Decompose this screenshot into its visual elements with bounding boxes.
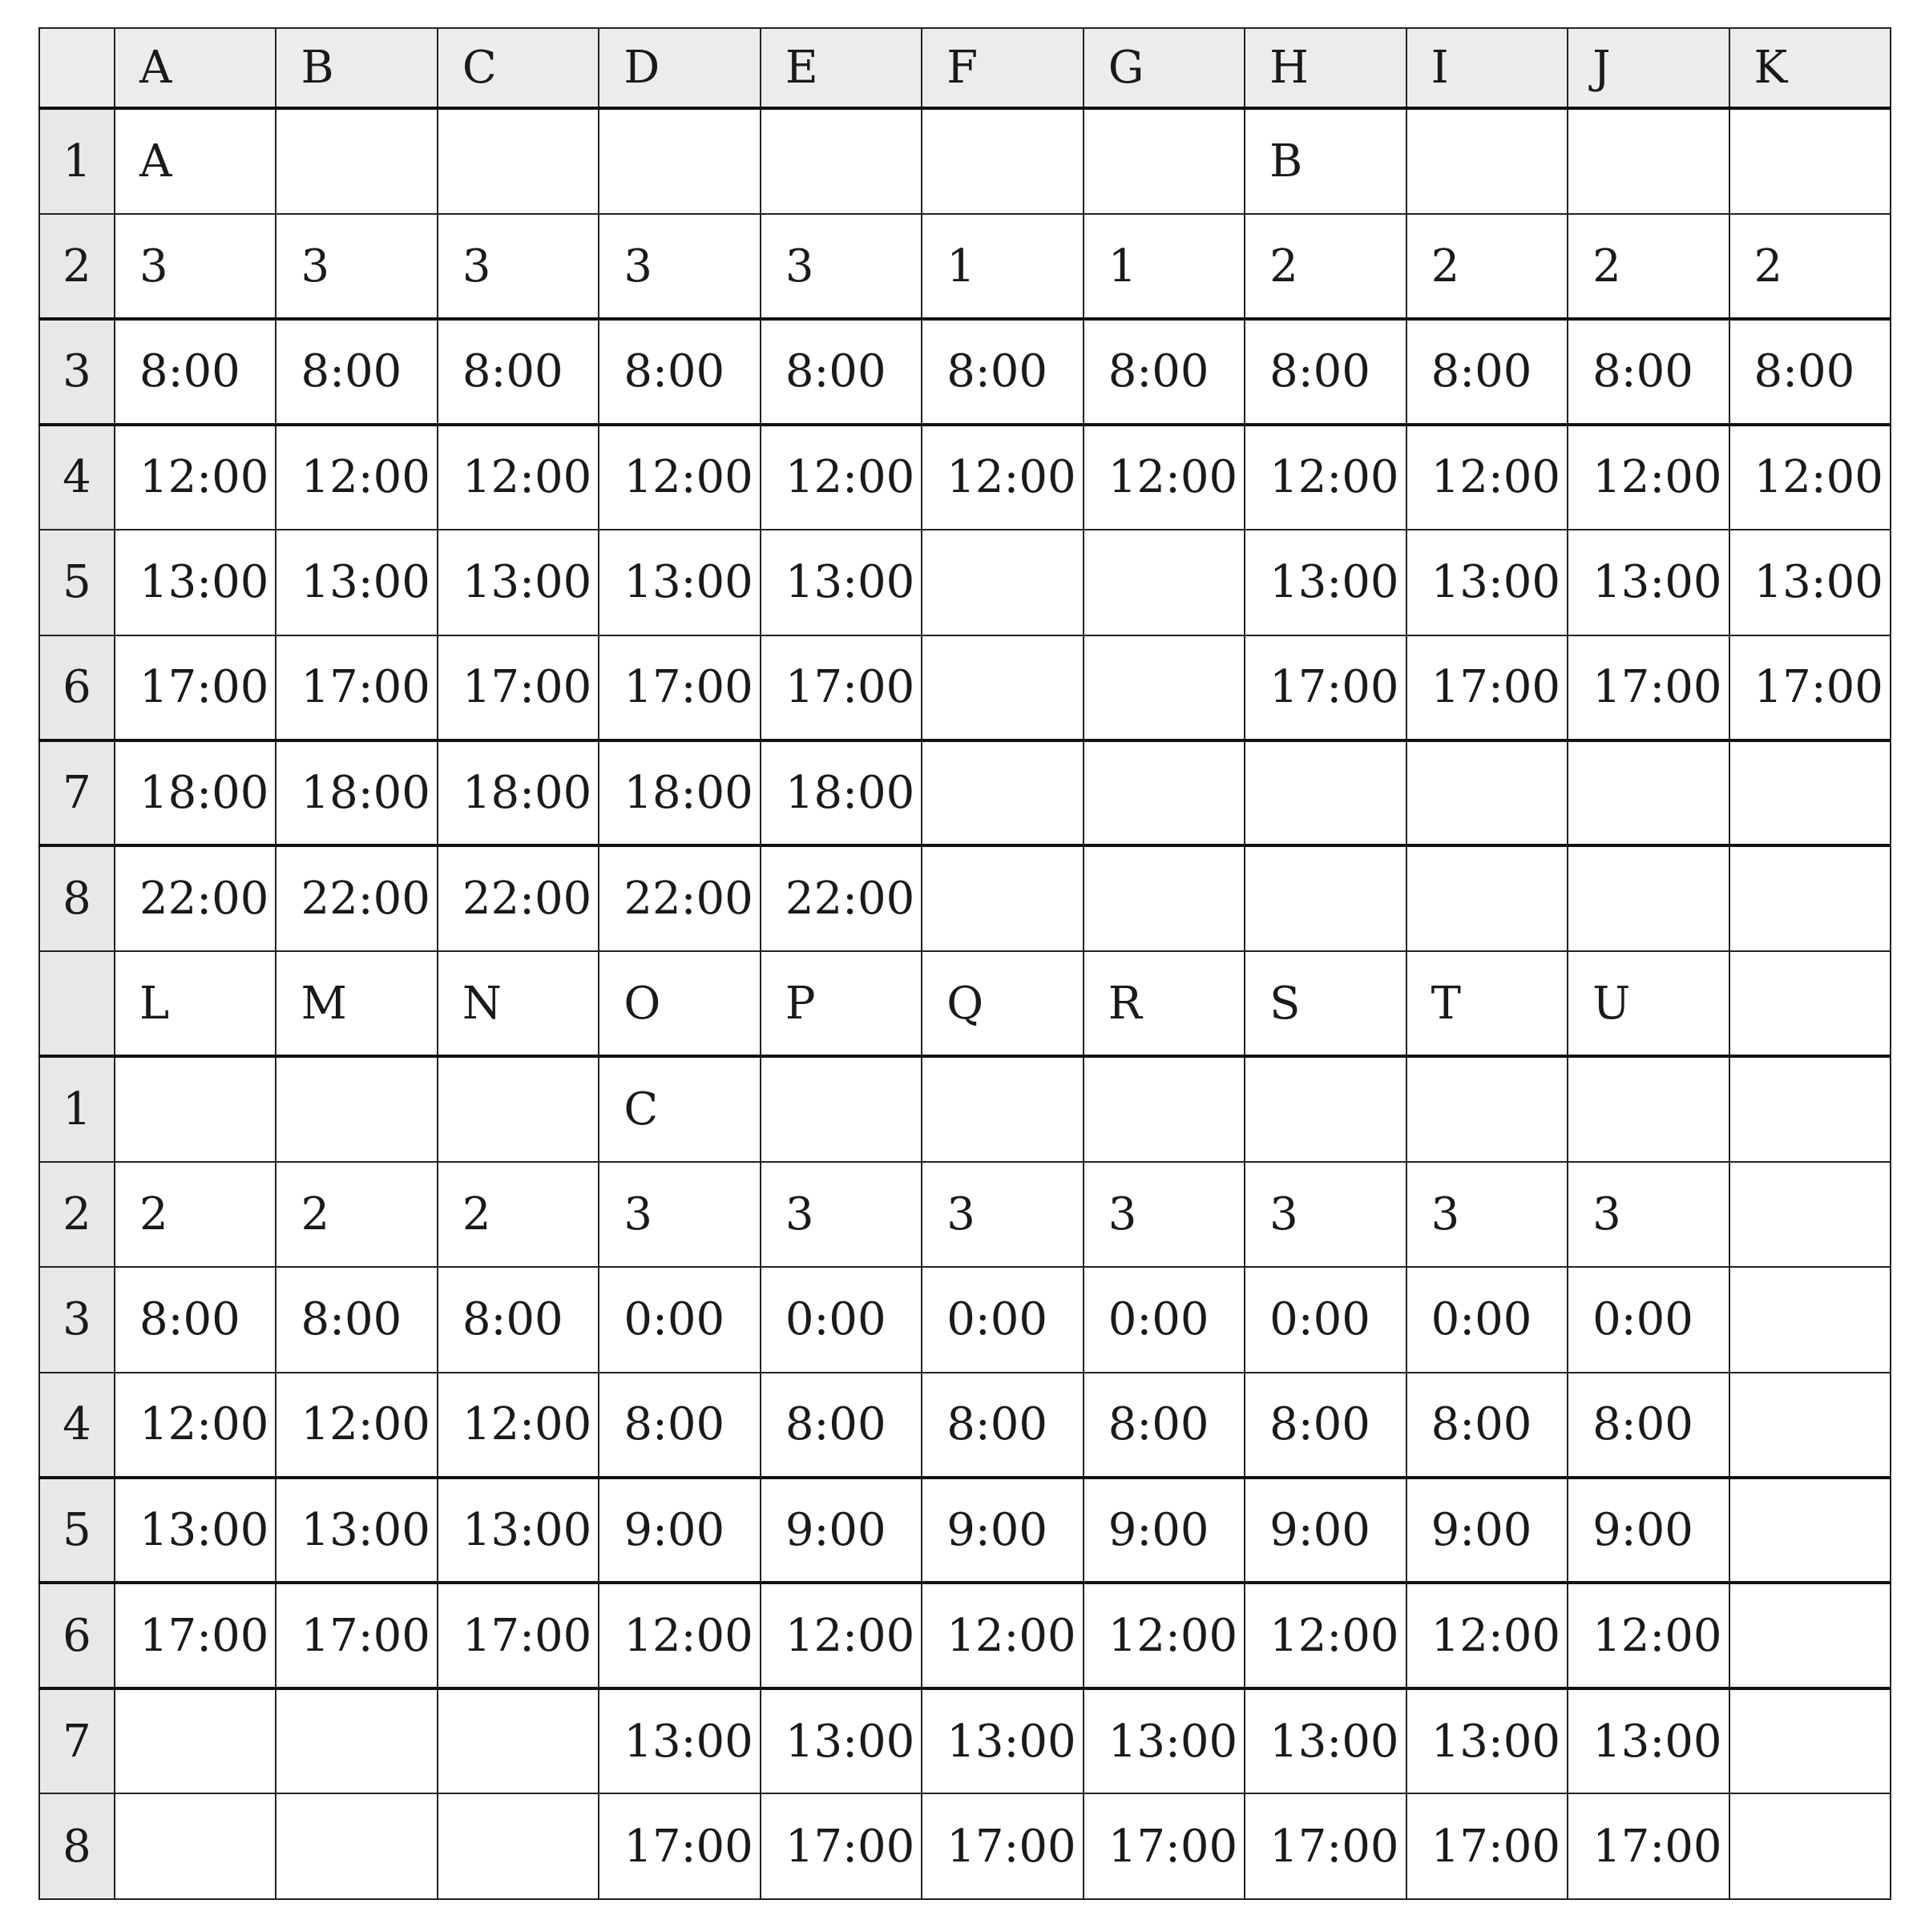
column-header-row: [39, 951, 1891, 1056]
row-number: 8: [39, 1793, 115, 1899]
table-row: [39, 319, 1891, 424]
table-cell: 17:00: [922, 1793, 1083, 1899]
table-cell: 13:00: [1568, 530, 1729, 635]
table-cell: [922, 740, 1083, 845]
table-cell: 0:00: [1406, 1267, 1568, 1372]
table-cell: 3: [1568, 1162, 1729, 1267]
table-cell: [761, 108, 922, 213]
table-cell: 8:00: [1245, 319, 1406, 424]
table-cell: 13:00: [438, 1478, 599, 1583]
table-cell: 9:00: [1245, 1478, 1406, 1583]
table-cell: 22:00: [599, 845, 760, 950]
table-cell: [1729, 1688, 1891, 1793]
table-cell: 17:00: [438, 1583, 599, 1688]
row-number: 7: [39, 1688, 115, 1793]
table-cell: 17:00: [1568, 635, 1729, 740]
table-cell: 17:00: [1568, 1793, 1729, 1899]
table-cell: [438, 108, 599, 213]
row-number: 6: [39, 1583, 115, 1688]
row-number: 4: [39, 425, 115, 530]
row-number: 4: [39, 1373, 115, 1478]
table-cell: 13:00: [599, 1688, 760, 1793]
table-cell: 9:00: [599, 1478, 760, 1583]
table-cell: [1729, 845, 1891, 950]
column-letter: Q: [922, 951, 1083, 1056]
column-letter: C: [438, 28, 599, 108]
table-cell: 17:00: [115, 635, 276, 740]
table-cell: 13:00: [599, 530, 760, 635]
table-cell: 18:00: [599, 740, 760, 845]
table-cell: [1084, 108, 1245, 213]
table-cell: 8:00: [922, 1373, 1083, 1478]
table-cell: 12:00: [115, 425, 276, 530]
table-cell: 8:00: [599, 1373, 760, 1478]
grid-body: [39, 28, 1891, 1899]
table-cell: 12:00: [1729, 425, 1891, 530]
row-number: 2: [39, 1162, 115, 1267]
table-cell: 18:00: [276, 740, 437, 845]
table-cell: 8:00: [761, 1373, 922, 1478]
table-cell: 12:00: [1084, 1583, 1245, 1688]
table-cell: 8:00: [599, 319, 760, 424]
table-cell: [922, 108, 1083, 213]
table-cell: [922, 1056, 1083, 1161]
table-row: [39, 214, 1891, 319]
table-cell: 8:00: [276, 319, 437, 424]
table-cell: [1406, 1056, 1568, 1161]
table-cell: 3: [115, 214, 276, 319]
table-cell: [276, 108, 437, 213]
table-cell: [115, 1688, 276, 1793]
table-cell: 3: [599, 1162, 760, 1267]
table-cell: 12:00: [1568, 1583, 1729, 1688]
table-cell: 3: [761, 1162, 922, 1267]
table-cell: B: [1245, 108, 1406, 213]
row-number: 8: [39, 845, 115, 950]
table-cell: 13:00: [276, 1478, 437, 1583]
table-cell: 12:00: [1406, 425, 1568, 530]
table-cell: 0:00: [922, 1267, 1083, 1372]
column-letter: L: [115, 951, 276, 1056]
table-cell: 12:00: [276, 425, 437, 530]
column-letter: T: [1406, 951, 1568, 1056]
row-number: 5: [39, 530, 115, 635]
table-cell: 3: [922, 1162, 1083, 1267]
column-letter: N: [438, 951, 599, 1056]
table-cell: 12:00: [1245, 1583, 1406, 1688]
column-letter: F: [922, 28, 1083, 108]
table-cell: 8:00: [1245, 1373, 1406, 1478]
column-letter: K: [1729, 28, 1891, 108]
table-cell: [1084, 845, 1245, 950]
table-cell: [1406, 740, 1568, 845]
row-number: 1: [39, 108, 115, 213]
table-cell: 17:00: [599, 635, 760, 740]
table-cell: [1245, 845, 1406, 950]
table-cell: [1084, 635, 1245, 740]
table-cell: 2: [438, 1162, 599, 1267]
table-row: [39, 740, 1891, 845]
table-cell: 2: [1729, 214, 1891, 319]
column-letter: S: [1245, 951, 1406, 1056]
table-cell: [1084, 740, 1245, 845]
table-cell: 2: [1568, 214, 1729, 319]
table-cell: [438, 1056, 599, 1161]
table-cell: 17:00: [1406, 635, 1568, 740]
table-cell: 22:00: [115, 845, 276, 950]
table-cell: 12:00: [599, 1583, 760, 1688]
table-cell: [276, 1688, 437, 1793]
table-cell: 13:00: [276, 530, 437, 635]
table-cell: 17:00: [1406, 1793, 1568, 1899]
row-number: 1: [39, 1056, 115, 1161]
table-cell: [115, 1056, 276, 1161]
column-letter: J: [1568, 28, 1729, 108]
table-cell: 8:00: [115, 319, 276, 424]
table-cell: [922, 845, 1083, 950]
table-cell: 8:00: [1084, 319, 1245, 424]
table-cell: [115, 1793, 276, 1899]
column-letter: R: [1084, 951, 1245, 1056]
table-cell: 9:00: [1568, 1478, 1729, 1583]
table-cell: 8:00: [115, 1267, 276, 1372]
row-number: 2: [39, 214, 115, 319]
table-row: [39, 1373, 1891, 1478]
column-letter: O: [599, 951, 760, 1056]
table-cell: [1245, 740, 1406, 845]
table-cell: A: [115, 108, 276, 213]
table-cell: 2: [1406, 214, 1568, 319]
table-cell: 12:00: [276, 1373, 437, 1478]
table-cell: [1084, 530, 1245, 635]
table-row: [39, 845, 1891, 950]
table-cell: 12:00: [115, 1373, 276, 1478]
table-cell: 12:00: [1406, 1583, 1568, 1688]
table-cell: [276, 1056, 437, 1161]
table-cell: 8:00: [1568, 319, 1729, 424]
table-cell: 13:00: [1406, 1688, 1568, 1793]
table-cell: 18:00: [438, 740, 599, 845]
schedule-grid: [38, 27, 1891, 1900]
table-cell: 3: [438, 214, 599, 319]
table-cell: [1568, 845, 1729, 950]
table-cell: 0:00: [1245, 1267, 1406, 1372]
column-letter: E: [761, 28, 922, 108]
table-cell: 13:00: [1245, 1688, 1406, 1793]
table-cell: 22:00: [438, 845, 599, 950]
row-number: 6: [39, 635, 115, 740]
table-cell: 12:00: [761, 1583, 922, 1688]
table-cell: 12:00: [922, 1583, 1083, 1688]
row-number: 5: [39, 1478, 115, 1583]
table-cell: 13:00: [1729, 530, 1891, 635]
table-cell: 12:00: [922, 425, 1083, 530]
column-letter: U: [1568, 951, 1729, 1056]
table-row: [39, 1688, 1891, 1793]
table-cell: 9:00: [1406, 1478, 1568, 1583]
table-cell: 13:00: [115, 1478, 276, 1583]
table-cell: 9:00: [1084, 1478, 1245, 1583]
table-cell: 3: [1406, 1162, 1568, 1267]
table-cell: [1729, 1478, 1891, 1583]
column-letter: [1729, 951, 1891, 1056]
table-row: [39, 1478, 1891, 1583]
table-cell: 17:00: [1729, 635, 1891, 740]
table-cell: 17:00: [1084, 1793, 1245, 1899]
table-cell: 1: [1084, 214, 1245, 319]
table-cell: [1729, 1373, 1891, 1478]
table-cell: 17:00: [761, 635, 922, 740]
table-cell: 3: [1084, 1162, 1245, 1267]
table-cell: 12:00: [1568, 425, 1729, 530]
table-cell: [1406, 845, 1568, 950]
table-cell: [438, 1793, 599, 1899]
table-row: [39, 530, 1891, 635]
column-letter: H: [1245, 28, 1406, 108]
column-header-row: [39, 28, 1891, 108]
table-cell: [1245, 1056, 1406, 1161]
table-cell: [1568, 108, 1729, 213]
table-cell: 12:00: [761, 425, 922, 530]
table-cell: [438, 1688, 599, 1793]
table-cell: [1568, 740, 1729, 845]
table-cell: 12:00: [438, 1373, 599, 1478]
table-cell: 12:00: [1245, 425, 1406, 530]
table-cell: 12:00: [599, 425, 760, 530]
table-cell: 8:00: [922, 319, 1083, 424]
table-cell: [1729, 1267, 1891, 1372]
column-letter: D: [599, 28, 760, 108]
table-cell: 8:00: [1568, 1373, 1729, 1478]
table-cell: 12:00: [438, 425, 599, 530]
row-number: 3: [39, 319, 115, 424]
table-cell: 13:00: [761, 530, 922, 635]
row-number: 3: [39, 1267, 115, 1372]
table-cell: 13:00: [1245, 530, 1406, 635]
table-row: [39, 635, 1891, 740]
table-cell: 17:00: [761, 1793, 922, 1899]
table-cell: [599, 108, 760, 213]
table-cell: 13:00: [438, 530, 599, 635]
table-cell: 13:00: [922, 1688, 1083, 1793]
table-cell: 17:00: [1245, 1793, 1406, 1899]
table-cell: [1729, 1162, 1891, 1267]
table-cell: [761, 1056, 922, 1161]
table-cell: [276, 1793, 437, 1899]
table-cell: 3: [761, 214, 922, 319]
table-cell: 9:00: [761, 1478, 922, 1583]
table-row: [39, 1267, 1891, 1372]
table-cell: 3: [599, 214, 760, 319]
column-letter: G: [1084, 28, 1245, 108]
column-letter: I: [1406, 28, 1568, 108]
table-cell: 8:00: [438, 1267, 599, 1372]
table-cell: 17:00: [276, 1583, 437, 1688]
table-cell: 0:00: [1568, 1267, 1729, 1372]
table-cell: 22:00: [276, 845, 437, 950]
table-cell: 22:00: [761, 845, 922, 950]
table-row: [39, 108, 1891, 213]
table-row: [39, 1583, 1891, 1688]
table-cell: 17:00: [438, 635, 599, 740]
table-cell: 8:00: [1406, 319, 1568, 424]
column-letter: B: [276, 28, 437, 108]
table-cell: 3: [1245, 1162, 1406, 1267]
table-cell: 8:00: [438, 319, 599, 424]
table-cell: 13:00: [1568, 1688, 1729, 1793]
table-cell: 3: [276, 214, 437, 319]
table-cell: 0:00: [1084, 1267, 1245, 1372]
table-cell: 8:00: [1406, 1373, 1568, 1478]
table-cell: 17:00: [276, 635, 437, 740]
corner-cell: [39, 951, 115, 1056]
corner-cell: [39, 28, 115, 108]
table-cell: [1729, 1056, 1891, 1161]
table-cell: 2: [115, 1162, 276, 1267]
table-cell: 13:00: [1084, 1688, 1245, 1793]
table-cell: [922, 635, 1083, 740]
table-cell: 0:00: [761, 1267, 922, 1372]
table-cell: 12:00: [1084, 425, 1245, 530]
table-cell: 8:00: [1729, 319, 1891, 424]
table-cell: 13:00: [1406, 530, 1568, 635]
table-cell: 13:00: [115, 530, 276, 635]
table-cell: 17:00: [599, 1793, 760, 1899]
column-letter: P: [761, 951, 922, 1056]
table-row: [39, 1162, 1891, 1267]
table-cell: 18:00: [761, 740, 922, 845]
table-cell: 2: [1245, 214, 1406, 319]
table-cell: [1084, 1056, 1245, 1161]
table-cell: [1729, 1793, 1891, 1899]
table-cell: 17:00: [1245, 635, 1406, 740]
table-cell: 13:00: [761, 1688, 922, 1793]
table-cell: 17:00: [115, 1583, 276, 1688]
table-cell: 8:00: [276, 1267, 437, 1372]
row-number: 7: [39, 740, 115, 845]
column-letter: M: [276, 951, 437, 1056]
table-cell: [922, 530, 1083, 635]
table-cell: [1406, 108, 1568, 213]
table-cell: 1: [922, 214, 1083, 319]
table-cell: 8:00: [761, 319, 922, 424]
table-cell: [1568, 1056, 1729, 1161]
table-row: [39, 1056, 1891, 1161]
table-cell: C: [599, 1056, 760, 1161]
table-row: [39, 425, 1891, 530]
table-cell: [1729, 1583, 1891, 1688]
column-letter: A: [115, 28, 276, 108]
table-cell: 18:00: [115, 740, 276, 845]
table-cell: 0:00: [599, 1267, 760, 1372]
table-cell: [1729, 108, 1891, 213]
table-cell: [1729, 740, 1891, 845]
table-cell: 8:00: [1084, 1373, 1245, 1478]
table-cell: 2: [276, 1162, 437, 1267]
table-cell: 9:00: [922, 1478, 1083, 1583]
table-row: [39, 1793, 1891, 1899]
